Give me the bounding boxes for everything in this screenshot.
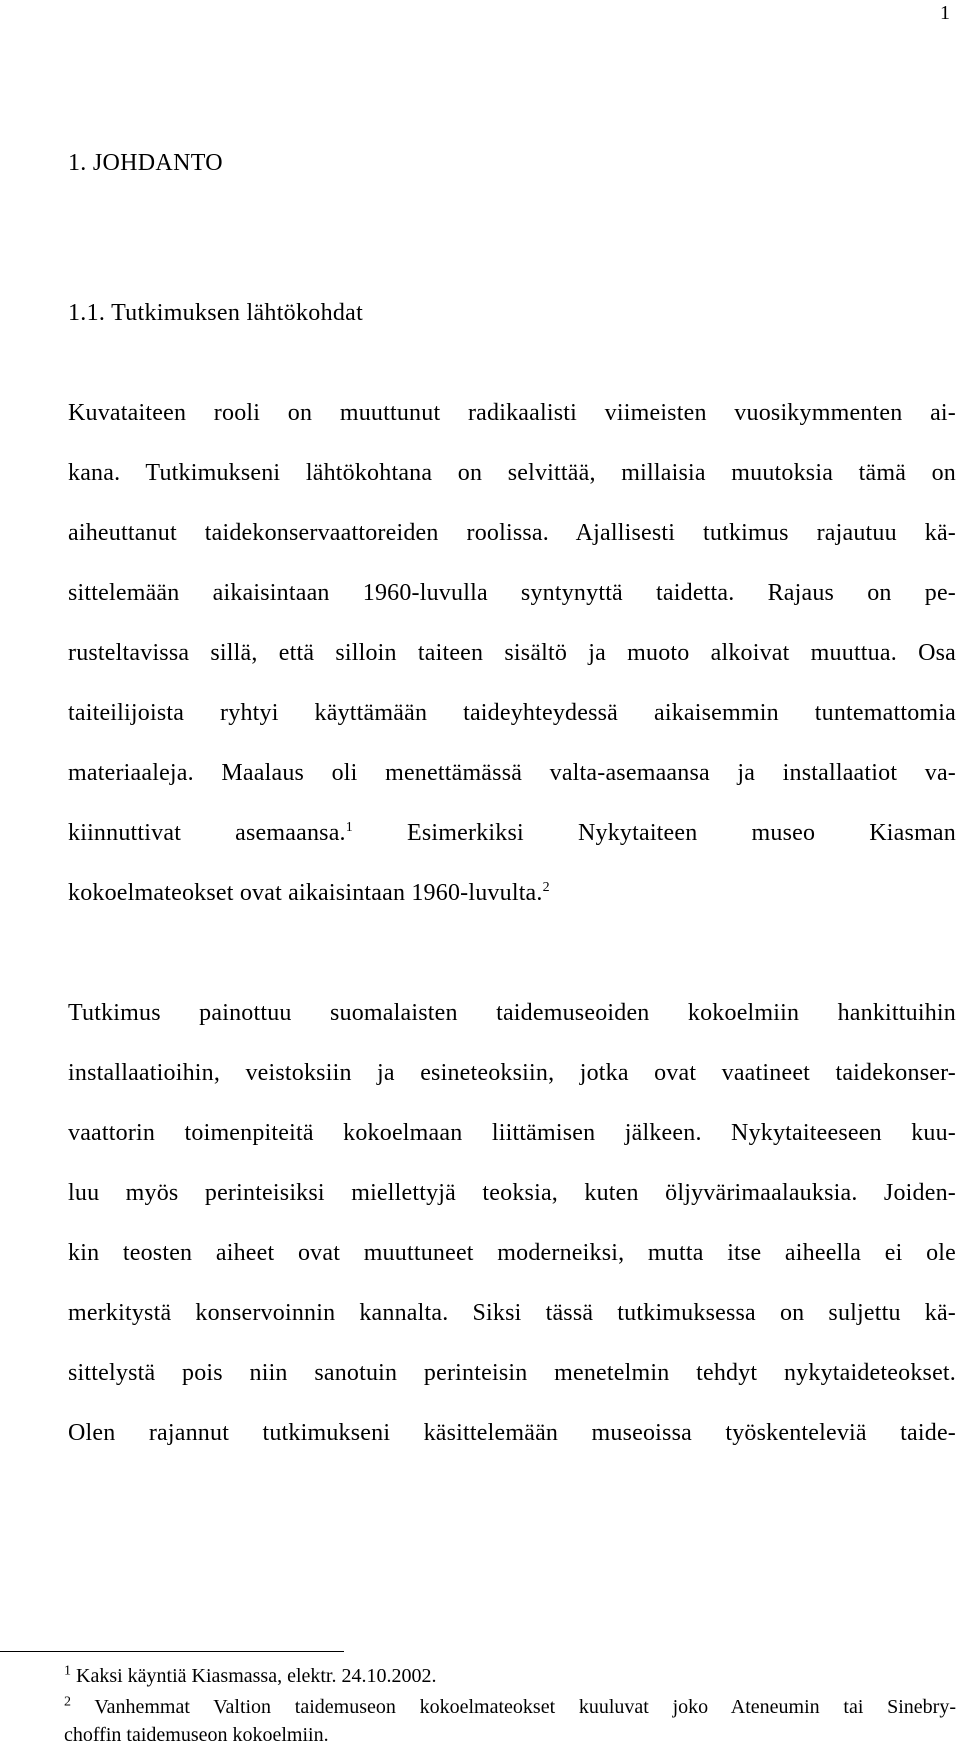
paragraph-1-line: aiheuttanut taidekonservaattoreiden roolissa. Ajallisesti tutkimus rajautuu kä- [68, 520, 956, 546]
paragraph-1-text: kokoelmateokset ovat aikaisintaan 1960-luvulta. [68, 880, 543, 906]
paragraph-1-line: sittelemään aikaisintaan 1960-luvulla syntynyttä taidetta. Rajaus on pe- [68, 580, 956, 606]
paragraph-1-line [68, 820, 956, 847]
footnote-text: Vanhemmat Valtion taidemuseon kokoelmateokset kuuluvat joko Ateneumin tai Sinebry- [71, 1696, 956, 1718]
paragraph-2-line: vaattorin toimenpiteitä kokoelmaan liittämisen jälkeen. Nykytaiteeseen kuu- [68, 1120, 956, 1146]
paragraph-2-line: sittelystä pois niin sanotuin perinteisin menetelmin tehdyt nykytaideteokset. [68, 1360, 956, 1386]
footnote-marker: 2 [64, 1694, 71, 1710]
footnote-marker: 1 [64, 1663, 71, 1679]
footnote-divider [0, 1651, 344, 1652]
paragraph-2-line: kin teosten aiheet ovat muuttuneet moderneiksi, mutta itse aiheella ei ole [68, 1240, 956, 1266]
footnote-2 [64, 1696, 956, 1719]
paragraph-1-line: taiteilijoista ryhtyi käyttämään taideyhteydessä aikaisemmin tuntemattomia [68, 700, 956, 726]
paragraph-1-line: materiaaleja. Maalaus oli menettämässä valta-asemaansa ja installaatiot va- [68, 760, 956, 786]
paragraph-2-line: merkitystä konservoinnin kannalta. Siksi tässä tutkimuksessa on suljettu kä- [68, 1300, 956, 1326]
paragraph-1-line: kana. Tutkimukseni lähtökohtana on selvittää, millaisia muutoksia tämä on [68, 460, 956, 486]
paragraph-2-line: installaatioihin, veistoksiin ja esineteoksiin, jotka ovat vaatineet taidekonser- [68, 1060, 956, 1086]
page-number: 1 [940, 2, 950, 24]
paragraph-1-text: Esimerkiksi Nykytaiteen museo Kiasman [352, 820, 956, 846]
footnote-ref-1: 1 [345, 820, 353, 835]
footnote-2-continuation: choffin taidemuseon kokoelmiin. [64, 1724, 329, 1746]
paragraph-2-line: Olen rajannut tutkimukseni käsittelemään museoissa työskenteleviä taide- [68, 1420, 956, 1446]
footnote-1 [64, 1665, 437, 1688]
footnote-ref-2: 2 [542, 880, 550, 895]
paragraph-1-line [68, 880, 550, 907]
chapter-heading: 1. JOHDANTO [68, 150, 223, 176]
paragraph-2-line: Tutkimus painottuu suomalaisten taidemuseoiden kokoelmiin hankittuihin [68, 1000, 956, 1026]
paragraph-1-text: kiinnuttivat asemaansa. [68, 820, 346, 846]
footnote-text: Kaksi käyntiä Kiasmassa, elektr. 24.10.2002. [71, 1665, 437, 1687]
section-heading: 1.1. Tutkimuksen lähtökohdat [68, 300, 364, 326]
paragraph-1-line: Kuvataiteen rooli on muuttunut radikaalisti viimeisten vuosikymmenten ai- [68, 400, 956, 426]
paragraph-2-line: luu myös perinteisiksi miellettyjä teoksia, kuten öljyvärimaalauksia. Joiden- [68, 1180, 956, 1206]
paragraph-1-line: rusteltavissa sillä, että silloin taiteen sisältö ja muoto alkoivat muuttua. Osa [68, 640, 956, 666]
